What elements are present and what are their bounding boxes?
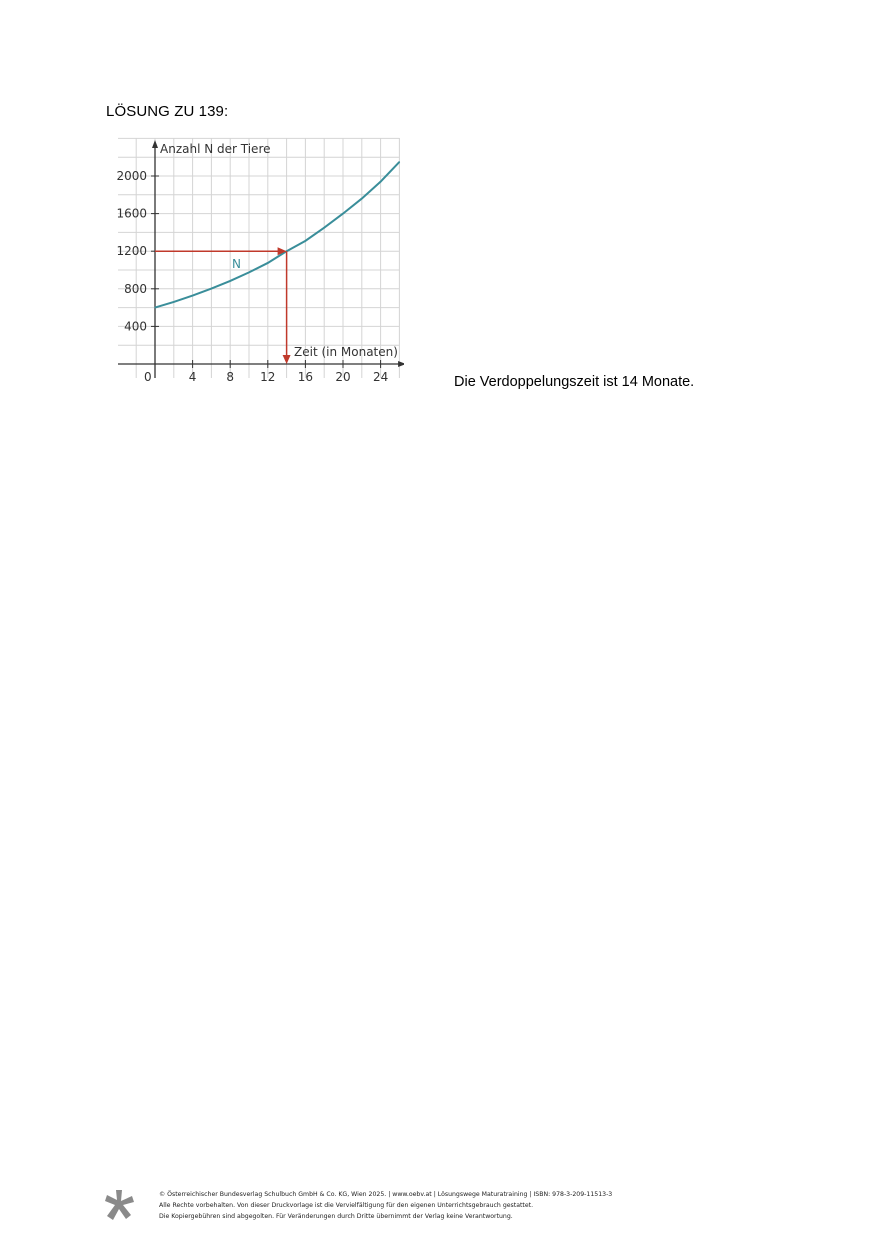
data-point (267, 262, 268, 263)
series-label-n: N (232, 257, 241, 271)
footer-line-3: Die Kopiergebühren sind abgegolten. Für Veränderungen durch Dritte übernimmt der Verlag keine Verantwortung. (159, 1213, 513, 1220)
growth-chart (112, 136, 404, 394)
origin-label: 0 (144, 370, 152, 384)
x-tick-label: 24 (372, 370, 389, 384)
x-axis-arrow (398, 361, 404, 367)
y-axis-label: Anzahl N der Tiere (160, 142, 271, 156)
data-point (173, 301, 174, 302)
y-tick-label: 1600 (116, 206, 147, 221)
y-tick-label: 2000 (116, 169, 147, 183)
data-point (211, 288, 212, 289)
data-point (305, 240, 306, 241)
footer-line-2: Alle Rechte vorbehalten. Von dieser Druckvorlage ist die Vervielfältigung für den eigenen Unterrichtsgebrauch gestattet. (159, 1202, 534, 1209)
footer-copyright (159, 1189, 612, 1222)
series-line-n (155, 162, 399, 308)
annotation-lines (155, 247, 291, 364)
solution-heading: LÖSUNG ZU 139: (106, 103, 229, 120)
y-tick-label: 400 (124, 319, 147, 334)
footer-line-1: © Österreichischer Bundesverlag Schulbuch GmbH & Co. KG, Wien 2025. | www.oebv.at | Lösungswege Maturatraining | ISBN: 978-3-209-11513-3 (159, 1191, 613, 1198)
chart-svg (112, 136, 404, 394)
series (154, 161, 400, 308)
y-tick-label: 800 (124, 281, 147, 296)
publisher-logo-icon (104, 1188, 136, 1222)
answer-text: Die Verdoppelungszeit ist 14 Monate. (454, 374, 695, 390)
data-point (361, 198, 362, 199)
data-point (342, 213, 343, 214)
data-point (192, 295, 193, 296)
x-tick-label: 4 (188, 370, 197, 384)
data-point (248, 272, 249, 273)
x-tick-label: 8 (226, 370, 235, 384)
x-tick-label: 16 (297, 370, 314, 384)
vertical-marker-arrow (283, 355, 291, 364)
x-tick-label: 20 (335, 370, 351, 384)
data-point (380, 181, 381, 182)
grid (118, 138, 399, 378)
data-point (324, 227, 325, 228)
x-tick-label: 12 (260, 370, 276, 384)
data-point (230, 280, 231, 281)
x-axis-label: Zeit (in Monaten) (294, 345, 398, 359)
data-point (154, 307, 155, 308)
y-tick-label: 1200 (116, 244, 147, 259)
y-axis-arrow (152, 140, 158, 148)
data-point (399, 161, 400, 162)
